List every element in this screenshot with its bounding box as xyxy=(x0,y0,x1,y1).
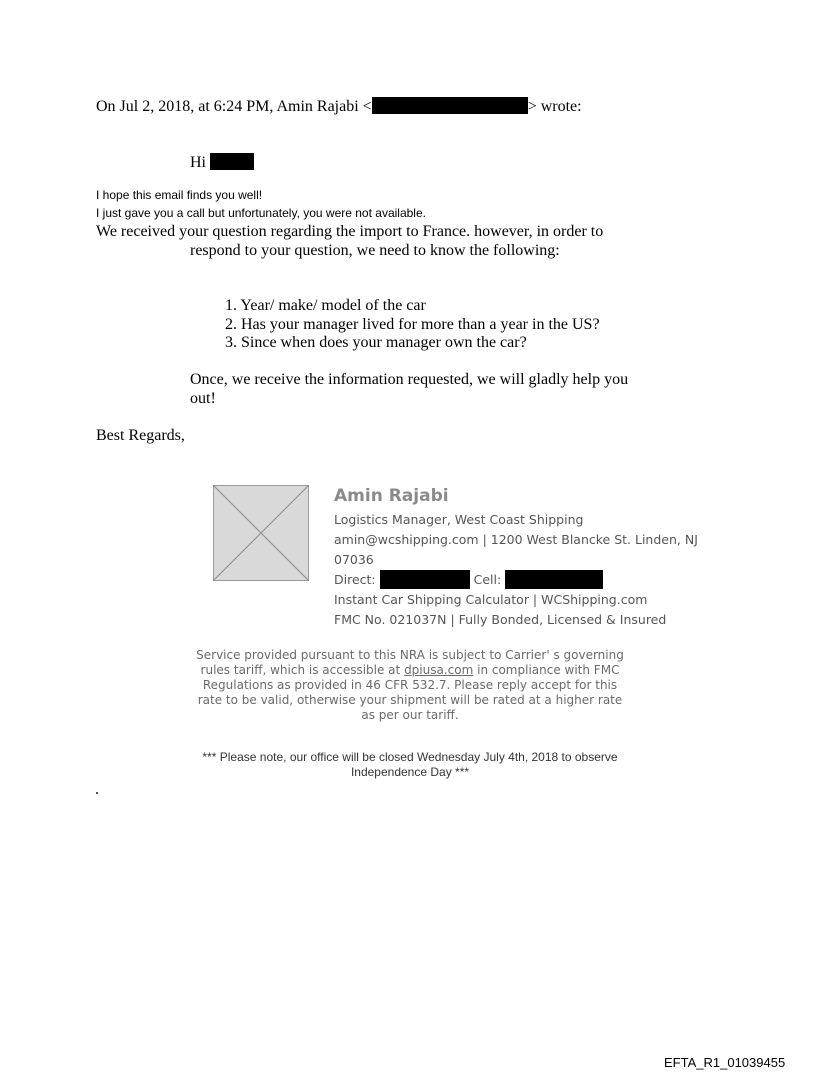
signature-phones xyxy=(334,570,603,590)
notice-line: Independence Day *** xyxy=(350,765,470,779)
redacted-email xyxy=(372,97,528,114)
signature-image-placeholder xyxy=(213,485,309,581)
body-para2-line1: Once, we receive the information requested, we will gladly help you xyxy=(190,371,629,388)
header-suffix: > wrote: xyxy=(527,98,582,115)
body-para2-line2: out! xyxy=(190,390,216,407)
notice-line: *** Please note, our office will be closed Wednesday July 4th, 2018 to observe xyxy=(202,750,618,764)
cell-label: Cell: xyxy=(473,572,502,587)
stray-mark xyxy=(96,792,98,794)
signature-name: Amin Rajabi xyxy=(334,486,449,506)
disclaimer-text: rules tariff, which is accessible at xyxy=(200,663,405,677)
body-para1-line1: We received your question regarding the import to France. however, in order to xyxy=(96,223,604,240)
disclaimer-line: Regulations as provided in 46 CFR 532.7. Please reply accept for this xyxy=(202,678,618,692)
email-header xyxy=(96,97,582,116)
redacted-direct-phone xyxy=(380,570,470,589)
dpiusa-link[interactable]: dpiusa.com xyxy=(404,663,474,677)
disclaimer-line: rate to be valid, otherwise your shipment will be rated at a higher rate xyxy=(197,693,623,707)
document-id: EFTA_R1_01039455 xyxy=(664,1055,786,1070)
redacted-cell-phone xyxy=(505,570,603,589)
signature-email-address: amin@wcshipping.com | 1200 West Blancke St. Linden, NJ xyxy=(334,532,698,547)
greeting xyxy=(190,153,254,172)
greeting-text: Hi xyxy=(190,154,206,171)
signature-calculator-line: Instant Car Shipping Calculator | WCShipping.com xyxy=(334,592,648,607)
broken-image-icon xyxy=(213,485,309,581)
list-item: 2. Has your manager lived for more than a year in the US? xyxy=(225,316,600,333)
disclaimer-line xyxy=(160,663,660,678)
signature-title: Logistics Manager, West Coast Shipping xyxy=(334,512,584,527)
intro-line-2: I just gave you a call but unfortunately, you were not available. xyxy=(96,206,426,220)
signature-address-zip: 07036 xyxy=(334,552,374,567)
list-item: 3. Since when does your manager own the car? xyxy=(225,334,527,351)
signature-fmc-line: FMC No. 021037N | Fully Bonded, Licensed & Insured xyxy=(334,612,667,627)
holiday-notice xyxy=(160,750,660,780)
list-item: 1. Year/ make/ model of the car xyxy=(225,297,426,314)
disclaimer xyxy=(160,648,660,723)
disclaimer-text: in compliance with FMC xyxy=(473,663,620,677)
closing: Best Regards, xyxy=(96,427,185,444)
disclaimer-line: as per our tariff. xyxy=(361,708,459,722)
disclaimer-line: Service provided pursuant to this NRA is subject to Carrier' s governing xyxy=(196,648,624,662)
redacted-recipient-name xyxy=(210,153,254,170)
intro-line-1: I hope this email finds you well! xyxy=(96,188,263,202)
direct-label: Direct: xyxy=(334,572,376,587)
body-para1-line2: respond to your question, we need to know the following: xyxy=(190,242,560,259)
header-prefix: On Jul 2, 2018, at 6:24 PM, Amin Rajabi < xyxy=(96,98,372,115)
